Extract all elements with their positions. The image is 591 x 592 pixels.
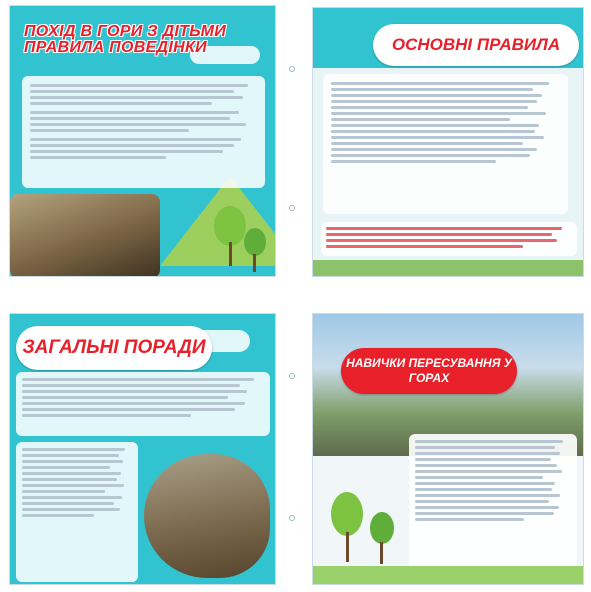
text-block-placeholder (409, 434, 577, 582)
tree-shape (242, 228, 268, 272)
hanging-hole (289, 373, 295, 379)
text-block-placeholder (323, 74, 568, 214)
hanging-hole (289, 515, 295, 521)
hanging-hole (289, 66, 295, 72)
panel-general-tips (9, 313, 276, 585)
text-block-placeholder (16, 372, 270, 436)
hanging-hole (289, 205, 295, 211)
tree-shape (367, 512, 397, 564)
panel-basic-rules (312, 7, 584, 277)
text-block-placeholder (22, 76, 265, 188)
tree-shape (327, 492, 367, 562)
panel-title: ПОХІД В ГОРИ З ДІТЬМИ ПРАВИЛА ПОВЕДІНКИ (24, 23, 227, 56)
panel-hiking-rules (9, 5, 276, 277)
panel-title: НАВИЧКИ ПЕРЕСУВАННЯ У ГОРАХ (341, 348, 517, 394)
text-block-placeholder (16, 442, 138, 582)
photo-placeholder (10, 194, 160, 277)
grass-strip (313, 566, 584, 585)
panel-movement-skills (312, 313, 584, 585)
photo-placeholder (144, 454, 270, 578)
text-block-placeholder (321, 222, 577, 256)
panel-title: ОСНОВНІ ПРАВИЛА (373, 24, 579, 66)
grass-strip (313, 260, 584, 277)
panel-title: ЗАГАЛЬНІ ПОРАДИ (16, 326, 212, 370)
